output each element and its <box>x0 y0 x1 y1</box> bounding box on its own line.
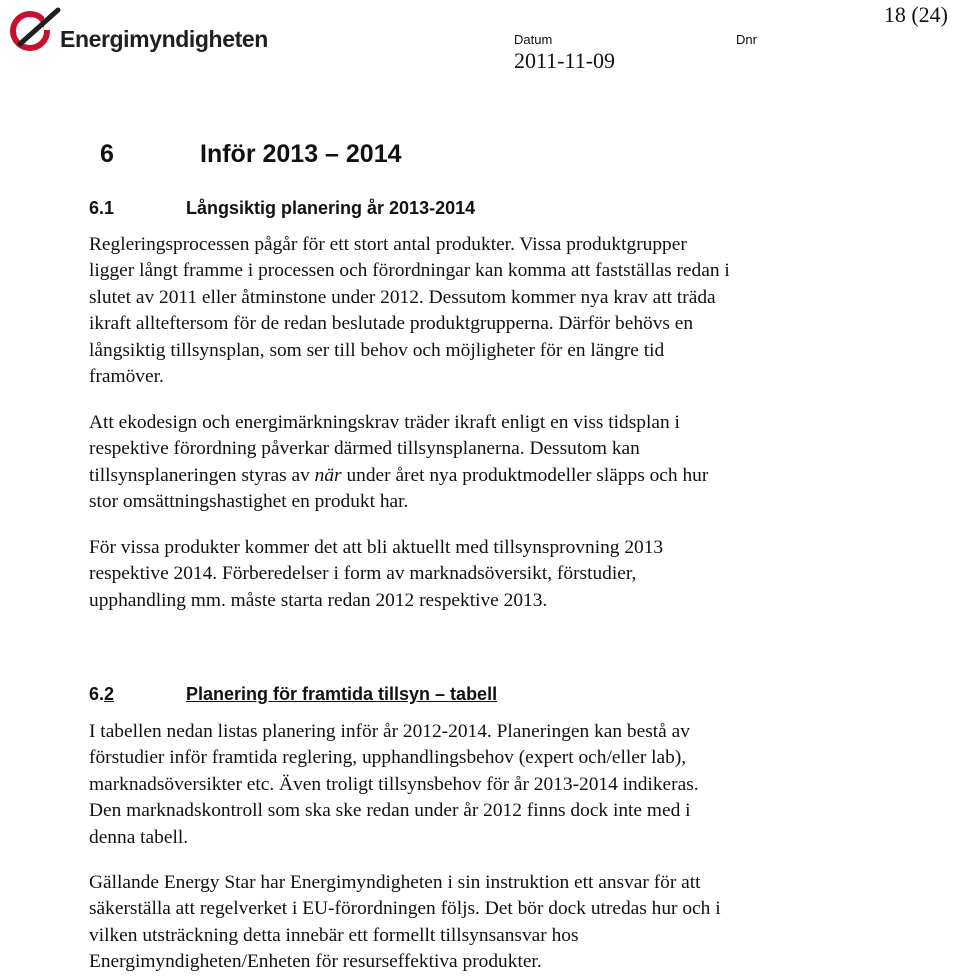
text-line: långsiktig tillsynsplan, som ser till behov och möjligheter för en längre tid <box>89 339 665 361</box>
section-6-1-paragraph-3 <box>89 535 879 614</box>
section-6-title: Inför 2013 – 2014 <box>200 140 402 168</box>
section-6-2-paragraph-1 <box>89 719 879 851</box>
section-6-2-title: Planering för framtida tillsyn – tabell <box>186 684 498 704</box>
text-line: Energimyndigheten/Enheten för resurseffektiva produkter. <box>89 951 542 973</box>
dnr-label: Dnr <box>736 32 757 47</box>
text-line: vilken utsträckning detta innebär ett formellt tillsynsansvar hos <box>89 924 579 946</box>
text-line: respektive förordning påverkar därmed tillsynsplanerna. Dessutom kan <box>89 438 640 460</box>
text-line: ikraft allteftersom för de redan beslutade produktgrupperna. Därför behövs en <box>89 313 694 335</box>
text-line: säkerställa att regelverket i EU-förordningen följs. Det bör dock utredas hur och i <box>89 898 721 920</box>
section-6-2-number-part: 6. <box>89 684 105 704</box>
section-6-1-paragraph-2 <box>89 410 879 516</box>
section-6-heading <box>100 140 402 169</box>
section-6-1-number: 6.1 <box>89 198 115 218</box>
text-line: Att ekodesign och energimärkningskrav träder ikraft enligt en viss tidsplan i <box>89 412 680 433</box>
text-line: förstudier inför framtida reglering, upphandlingsbehov (expert och/eller lab), <box>89 747 687 769</box>
text-line: I tabellen nedan listas planering inför år 2012-2014. Planeringen kan bestå av <box>89 721 690 742</box>
date-value: 2011-11-09 <box>514 48 616 73</box>
date-label: Datum <box>514 32 553 47</box>
text-line: denna tabell. <box>89 826 189 848</box>
section-6-number: 6 <box>100 140 114 168</box>
page-number: 18 (24) <box>883 2 948 27</box>
text-run: under året nya produktmodeller släpps och hur <box>341 464 709 486</box>
text-line: upphandling mm. måste starta redan 2012 respektive 2013. <box>89 589 548 611</box>
text-line: marknadsöversikter etc. Även troligt tillsynsbehov för år 2013-2014 indikeras. <box>89 773 699 795</box>
text-run: tillsynsplaneringen styras av <box>89 464 315 486</box>
section-6-2-number <box>89 684 114 704</box>
text-line: Den marknadskontroll som ska ske redan under år 2012 finns dock inte med i <box>89 800 691 822</box>
section-6-1-paragraph-1 <box>89 232 879 390</box>
section-6-1-title: Långsiktig planering år 2013-2014 <box>186 198 476 218</box>
section-6-2-number-part: 2 <box>104 684 115 704</box>
section-6-2-heading <box>89 684 498 705</box>
section-6-2-paragraph-2 <box>89 870 879 976</box>
logo-mark-icon <box>6 4 62 58</box>
text-line: För vissa produkter kommer det att bli aktuellt med tillsynsprovning 2013 <box>89 537 664 558</box>
text-line: Regleringsprocessen pågår för ett stort antal produkter. Vissa produktgrupper <box>89 234 687 255</box>
logo-wordmark: Energimyndigheten <box>60 26 268 52</box>
text-line: respektive 2014. Förberedelser i form av marknadsöversikt, förstudier, <box>89 563 637 585</box>
emphasized-word: när <box>314 464 342 486</box>
text-line: stor omsättningshastighet en produkt har. <box>89 491 409 513</box>
text-line: Gällande Energy Star har Energimyndigheten i sin instruktion ett ansvar för att <box>89 872 701 893</box>
text-line: framöver. <box>89 366 164 388</box>
text-line <box>89 463 879 489</box>
energimyndigheten-logo <box>6 4 268 58</box>
section-6-1-heading <box>89 198 476 219</box>
text-line: ligger långt framme i processen och förordningar kan komma att fastställas redan i <box>89 260 730 282</box>
text-line: slutet av 2011 eller åtminstone under 2012. Dessutom kommer nya krav att träda <box>89 286 716 308</box>
